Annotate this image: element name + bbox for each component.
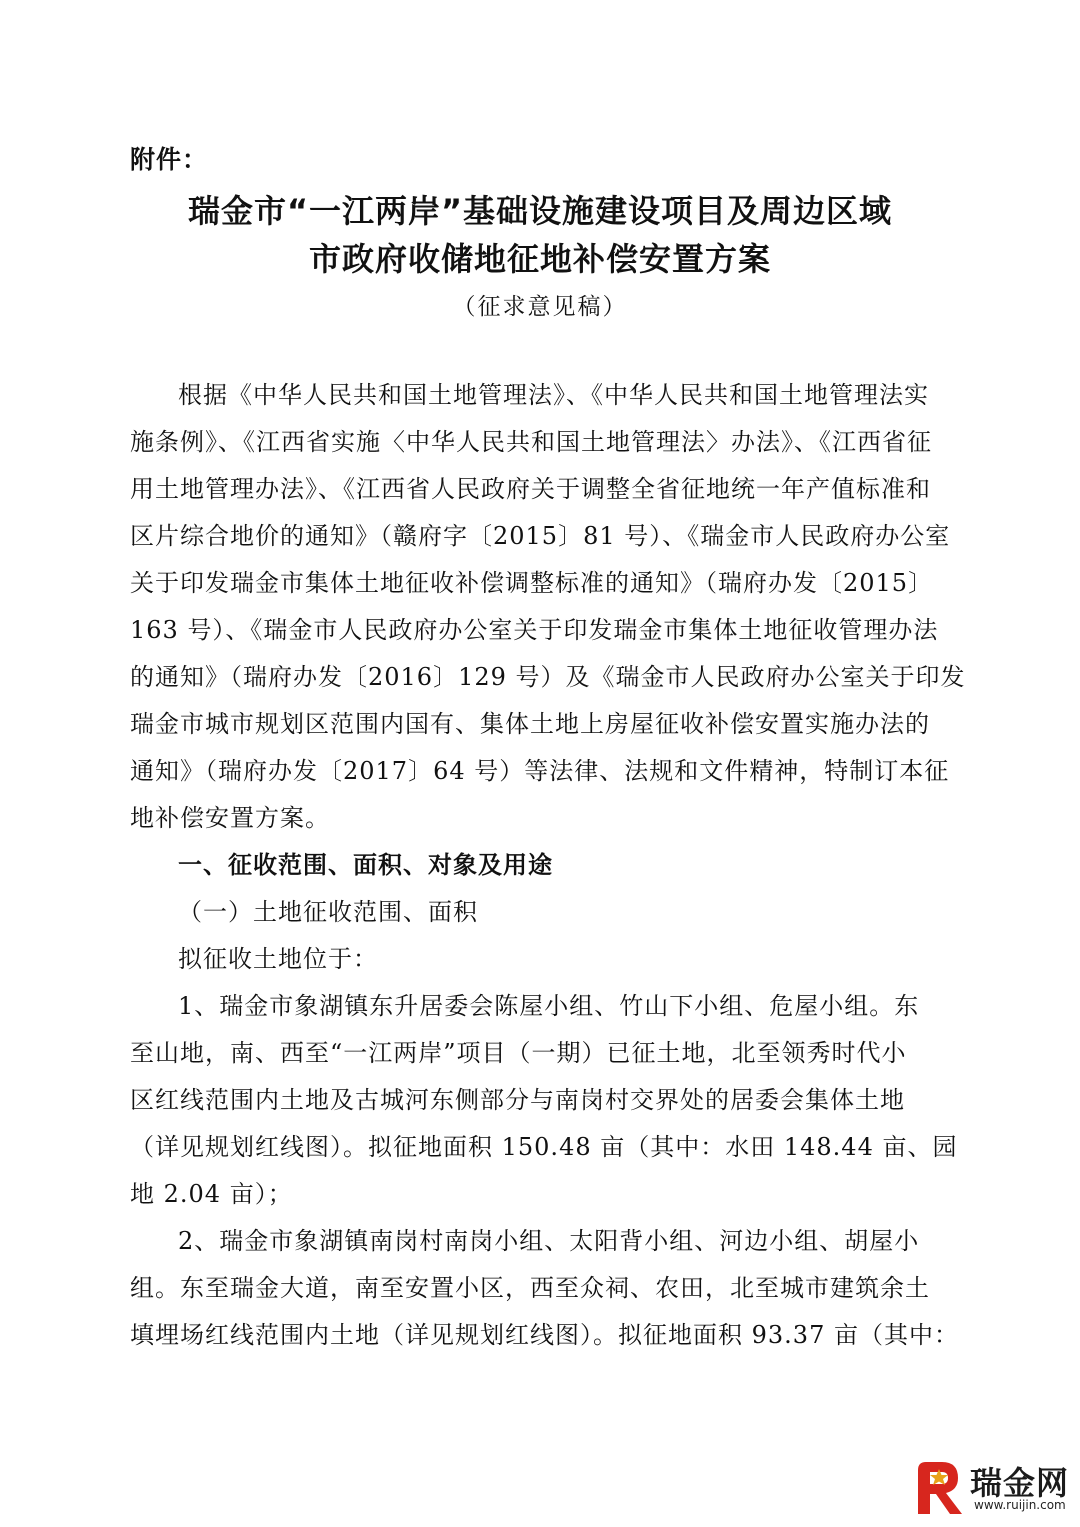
body-line: （一）土地征收范围、面积: [178, 898, 478, 926]
body-line: 地补偿安置方案。: [130, 804, 330, 832]
site-name: 瑞金网: [970, 1464, 1070, 1502]
attachment-label: 附件：: [130, 145, 209, 174]
section-heading: 一、征收范围、面积、对象及用途: [178, 851, 553, 879]
body-line: 地 2.04 亩）；: [130, 1180, 293, 1208]
body-line: 瑞金市城市规划区范围内国有、集体土地上房屋征收补偿安置实施办法的: [130, 710, 930, 738]
body-line: 至山地，南、西至“一江两岸”项目（一期）已征土地，北至领秀时代小: [130, 1039, 907, 1067]
body-line: 的通知》（瑞府办发〔2016〕129 号）及《瑞金市人民政府办公室关于印发: [130, 663, 966, 691]
document-title-line-1: 瑞金市“一江两岸”基础设施建设项目及周边区域: [187, 192, 893, 230]
site-watermark-logo: [912, 1456, 1072, 1518]
site-url: www.ruijin.com: [974, 1498, 1066, 1512]
body-line: 关于印发瑞金市集体土地征收补偿调整标准的通知》（瑞府办发〔2015〕: [130, 569, 934, 597]
body-line: 根据《中华人民共和国土地管理法》、《中华人民共和国土地管理法实: [178, 381, 929, 409]
body-line: 组。东至瑞金大道，南至安置小区，西至众祠、农田，北至城市建筑余土: [130, 1274, 930, 1302]
body-line: 区红线范围内土地及古城河东侧部分与南岗村交界处的居委会集体土地: [130, 1086, 905, 1114]
body-line: 1、瑞金市象湖镇东升居委会陈屋小组、竹山下小组、危屋小组。东: [178, 992, 920, 1020]
body-line: 通知》（瑞府办发〔2017〕64 号）等法律、法规和文件精神，特制订本征: [130, 757, 950, 785]
body-line: 区片综合地价的通知》（赣府字〔2015〕81 号）、《瑞金市人民政府办公室: [130, 522, 951, 550]
document-title-line-2: 市政府收储地征地补偿安置方案: [308, 240, 771, 278]
document-body: [130, 372, 966, 1359]
document-subtitle: （征求意见稿）: [452, 294, 628, 320]
body-line: （详见规划红线图）。拟征地面积 150.48 亩（其中：水田 148.44 亩、园: [130, 1133, 958, 1161]
body-line: 拟征收土地位于：: [178, 945, 378, 973]
body-line: 施条例》、《江西省实施〈中华人民共和国土地管理法〉办法》、《江西省征: [130, 428, 932, 456]
body-line: 用土地管理办法》、《江西省人民政府关于调整全省征地统一年产值标准和: [130, 475, 931, 503]
body-line: 2、瑞金市象湖镇南岗村南岗小组、太阳背小组、河边小组、胡屋小: [178, 1227, 920, 1255]
ruijin-logo-icon: [912, 1456, 970, 1518]
body-line: 填埋场红线范围内土地（详见规划红线图）。拟征地面积 93.37 亩（其中：: [130, 1321, 959, 1349]
body-line: 163 号）、《瑞金市人民政府办公室关于印发瑞金市集体土地征收管理办法: [130, 616, 939, 644]
